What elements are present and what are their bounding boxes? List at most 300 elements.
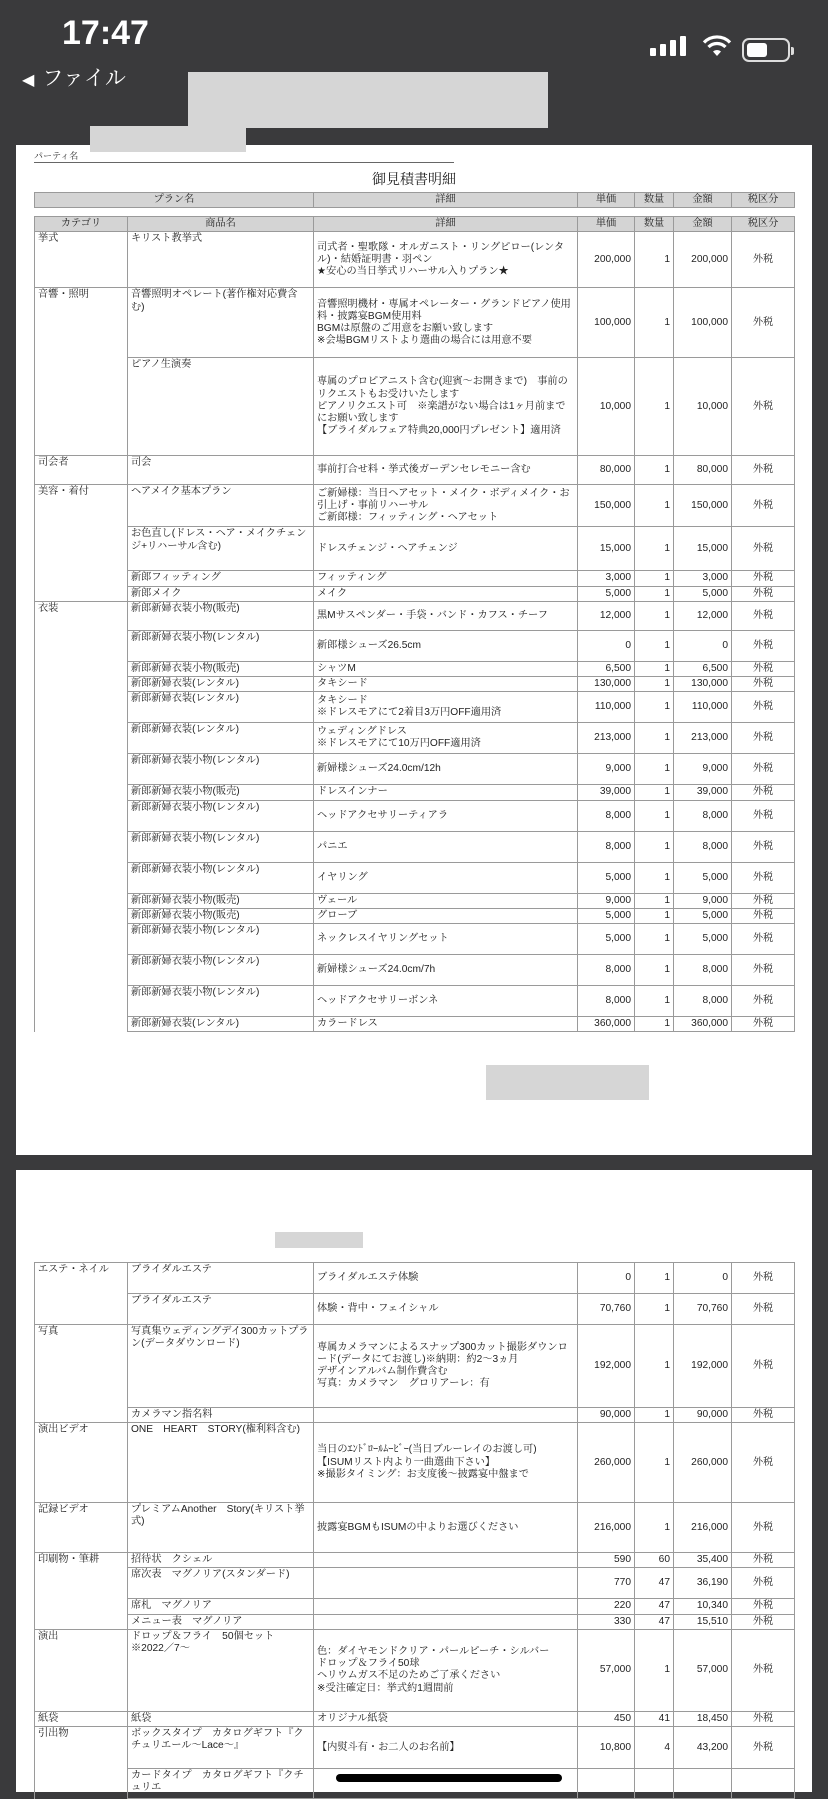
category-cell <box>35 527 128 571</box>
item-name-cell: メニュー表 マグノリア <box>128 1614 314 1629</box>
quantity-cell: 1 <box>635 831 674 862</box>
item-name-cell: 音響照明オペレート(著作権対応費含む) <box>128 288 314 358</box>
table-row <box>35 692 795 723</box>
category-cell <box>35 1294 128 1325</box>
quantity-cell: 1 <box>635 1325 674 1408</box>
detail-cell: 専属のプロピアニスト含む(迎賓～お開きまで) 事前のリクエストもお受けいたします ピアノリクエスト可 ※楽譜がない場合は1ヶ月前までにお願い致します 【ブライダルフェア特典20,000円プレゼント】適用済 <box>314 358 578 456</box>
detail-cell: 新婦様シューズ24.0cm/12h <box>314 754 578 785</box>
table-row <box>35 1325 795 1408</box>
detail-cell <box>314 1614 578 1629</box>
amount-cell: 5,000 <box>674 908 732 923</box>
amount-cell: 8,000 <box>674 800 732 831</box>
unit-price-cell: 110,000 <box>578 692 635 723</box>
tax-type-cell: 外税 <box>732 586 795 601</box>
detail-cell: ドレスインナー <box>314 785 578 800</box>
category-cell: 音響・照明 <box>35 288 128 358</box>
category-cell <box>35 924 128 955</box>
detail-cell: タキシード <box>314 677 578 692</box>
quantity-cell: 1 <box>635 986 674 1017</box>
unit-price-cell: 9,000 <box>578 754 635 785</box>
unit-price-cell: 70,760 <box>578 1294 635 1325</box>
column-header: 税区分 <box>732 193 795 208</box>
unit-price-cell: 8,000 <box>578 955 635 986</box>
column-header: 数量 <box>635 193 674 208</box>
quantity-cell: 1 <box>635 456 674 485</box>
quantity-cell: 1 <box>635 1263 674 1294</box>
amount-cell: 57,000 <box>674 1629 732 1711</box>
category-cell <box>35 358 128 456</box>
quantity-cell: 1 <box>635 661 674 676</box>
table-row <box>35 527 795 571</box>
document-page-2 <box>16 1170 812 1792</box>
quantity-cell: 47 <box>635 1599 674 1614</box>
category-cell: 記録ビデオ <box>35 1503 128 1553</box>
tax-type-cell: 外税 <box>732 1629 795 1711</box>
table-row <box>35 1568 795 1599</box>
quantity-cell: 1 <box>635 527 674 571</box>
table-row <box>35 924 795 955</box>
table-row <box>35 485 795 527</box>
quantity-cell: 1 <box>635 586 674 601</box>
unit-price-cell: 216,000 <box>578 1503 635 1553</box>
table-row <box>35 677 795 692</box>
unit-price-cell: 200,000 <box>578 232 635 288</box>
detail-cell: グローブ <box>314 908 578 923</box>
tax-type-cell: 外税 <box>732 800 795 831</box>
tax-type-cell: 外税 <box>732 754 795 785</box>
category-cell <box>35 1599 128 1614</box>
unit-price-cell: 100,000 <box>578 288 635 358</box>
amount-cell: 12,000 <box>674 601 732 630</box>
amount-cell: 9,000 <box>674 893 732 908</box>
quantity-cell: 1 <box>635 677 674 692</box>
tax-type-cell: 外税 <box>732 1263 795 1294</box>
quantity-cell: 1 <box>635 692 674 723</box>
unit-price-cell: 260,000 <box>578 1423 635 1503</box>
category-cell: 司会者 <box>35 456 128 485</box>
unit-price-cell: 39,000 <box>578 785 635 800</box>
item-header-row <box>35 217 795 232</box>
category-cell <box>35 1017 128 1032</box>
detail-cell: 司式者・聖歌隊・オルガニスト・リングピロー(レンタル)・結婚証明書・羽ペン ★安心の当日挙式リハーサル入りプラン★ <box>314 232 578 288</box>
category-cell <box>35 723 128 754</box>
tax-type-cell: 外税 <box>732 893 795 908</box>
tax-type-cell: 外税 <box>732 1408 795 1423</box>
category-cell <box>35 754 128 785</box>
tax-type-cell: 外税 <box>732 955 795 986</box>
tax-type-cell: 外税 <box>732 456 795 485</box>
item-name-cell: 新郎新婦衣装小物(販売) <box>128 893 314 908</box>
quantity-cell: 1 <box>635 924 674 955</box>
detail-cell: 黒Mサスペンダー・手袋・バンド・カフス・チーフ <box>314 601 578 630</box>
estimate-table-2 <box>34 1262 795 1799</box>
tax-type-cell: 外税 <box>732 571 795 586</box>
item-name-cell: 新郎フィッティング <box>128 571 314 586</box>
item-name-cell: 席札 マグノリア <box>128 1599 314 1614</box>
quantity-cell: 1 <box>635 1408 674 1423</box>
table-row <box>35 1553 795 1568</box>
unit-price-cell: 192,000 <box>578 1325 635 1408</box>
tax-type-cell: 外税 <box>732 1568 795 1599</box>
table-row <box>35 232 795 288</box>
quantity-cell: 1 <box>635 601 674 630</box>
amount-cell: 360,000 <box>674 1017 732 1032</box>
item-name-cell: カードタイプ カタログギフト『クチュリエ <box>128 1769 314 1799</box>
amount-cell: 0 <box>674 630 732 661</box>
table-row <box>35 754 795 785</box>
tax-type-cell: 外税 <box>732 527 795 571</box>
wifi-icon <box>702 34 732 58</box>
quantity-cell: 1 <box>635 893 674 908</box>
category-cell <box>35 986 128 1017</box>
item-name-cell: 新郎新婦衣装小物(レンタル) <box>128 831 314 862</box>
tax-type-cell: 外税 <box>732 661 795 676</box>
item-name-cell: 新郎新婦衣装(レンタル) <box>128 1017 314 1032</box>
home-indicator[interactable] <box>336 1774 562 1782</box>
category-cell <box>35 586 128 601</box>
detail-cell: ブライダルエステ体験 <box>314 1263 578 1294</box>
detail-cell: 新婦様シューズ24.0cm/7h <box>314 955 578 986</box>
item-name-cell: お色直し(ドレス・ヘア・メイクチェンジ+リハーサル含む) <box>128 527 314 571</box>
detail-cell <box>314 1599 578 1614</box>
amount-cell: 5,000 <box>674 862 732 893</box>
quantity-cell: 4 <box>635 1727 674 1769</box>
redaction-block <box>90 126 246 152</box>
item-name-cell: 新郎新婦衣装(レンタル) <box>128 723 314 754</box>
category-cell: 挙式 <box>35 232 128 288</box>
item-name-cell: 新郎新婦衣装小物(レンタル) <box>128 754 314 785</box>
table-row <box>35 1263 795 1294</box>
table-row <box>35 1294 795 1325</box>
detail-cell: カラードレス <box>314 1017 578 1032</box>
document-title: 御見積書明細 <box>372 172 456 188</box>
tax-type-cell: 外税 <box>732 677 795 692</box>
quantity-cell: 1 <box>635 358 674 456</box>
item-name-cell: キリスト教挙式 <box>128 232 314 288</box>
item-name-cell: 新郎新婦衣装小物(レンタル) <box>128 955 314 986</box>
amount-cell: 260,000 <box>674 1423 732 1503</box>
tax-type-cell: 外税 <box>732 630 795 661</box>
category-cell <box>35 630 128 661</box>
detail-cell <box>314 1568 578 1599</box>
item-name-cell: ヘアメイク基本プラン <box>128 485 314 527</box>
item-name-cell: 新郎新婦衣装小物(販売) <box>128 785 314 800</box>
unit-price-cell: 0 <box>578 1263 635 1294</box>
amount-cell: 100,000 <box>674 288 732 358</box>
amount-cell: 216,000 <box>674 1503 732 1553</box>
unit-price-cell: 57,000 <box>578 1629 635 1711</box>
quantity-cell: 1 <box>635 862 674 893</box>
quantity-cell: 1 <box>635 908 674 923</box>
back-label: ファイル <box>42 66 126 90</box>
table-row <box>35 571 795 586</box>
column-header: カテゴリ <box>35 217 128 232</box>
category-cell: 衣装 <box>35 601 128 630</box>
unit-price-cell: 213,000 <box>578 723 635 754</box>
amount-cell: 130,000 <box>674 677 732 692</box>
party-name-label: パーティ名 <box>34 149 454 163</box>
unit-price-cell: 12,000 <box>578 601 635 630</box>
item-name-cell: 招待状 クシェル <box>128 1553 314 1568</box>
detail-cell: ネックレスイヤリングセット <box>314 924 578 955</box>
detail-cell: ご新婦様：当日ヘアセット・メイク・ボディメイク・お引上げ・事前リハーサル ご新郎様：フィッティング・ヘアセット <box>314 485 578 527</box>
table-row <box>35 586 795 601</box>
tax-type-cell: 外税 <box>732 1325 795 1408</box>
category-cell <box>35 1408 128 1423</box>
detail-cell: 色：ダイヤモンドクリア・パールピーチ・シルバー ドロップ＆フライ50球 ヘリウムガス不足のためご了承ください ※受注確定日：挙式約1週間前 <box>314 1629 578 1711</box>
unit-price-cell: 5,000 <box>578 908 635 923</box>
tax-type-cell: 外税 <box>732 1017 795 1032</box>
table-row <box>35 908 795 923</box>
category-cell <box>35 1769 128 1799</box>
estimate-table-1 <box>34 192 795 1032</box>
amount-cell: 6,500 <box>674 661 732 676</box>
category-cell <box>35 800 128 831</box>
tax-type-cell: 外税 <box>732 601 795 630</box>
amount-cell: 43,200 <box>674 1727 732 1769</box>
amount-cell: 70,760 <box>674 1294 732 1325</box>
item-name-cell: ドロップ＆フライ 50個セット ※2022／7～ <box>128 1629 314 1711</box>
item-name-cell: 新郎新婦衣装小物(レンタル) <box>128 862 314 893</box>
item-name-cell: 新郎新婦衣装小物(レンタル) <box>128 630 314 661</box>
unit-price-cell: 450 <box>578 1711 635 1726</box>
item-name-cell: 新郎新婦衣装小物(販売) <box>128 661 314 676</box>
quantity-cell: 1 <box>635 1503 674 1553</box>
amount-cell: 35,400 <box>674 1553 732 1568</box>
tax-type-cell: 外税 <box>732 1727 795 1769</box>
clock: 17:47 <box>62 14 149 52</box>
column-header: 商品名 <box>128 217 314 232</box>
item-name-cell: 新郎新婦衣装小物(レンタル) <box>128 800 314 831</box>
quantity-cell: 1 <box>635 800 674 831</box>
item-name-cell: 新郎新婦衣装小物(レンタル) <box>128 986 314 1017</box>
unit-price-cell: 6,500 <box>578 661 635 676</box>
table-row <box>35 630 795 661</box>
quantity-cell: 1 <box>635 485 674 527</box>
amount-cell: 110,000 <box>674 692 732 723</box>
tax-type-cell: 外税 <box>732 986 795 1017</box>
amount-cell: 0 <box>674 1263 732 1294</box>
back-arrow-icon: ◀ <box>22 70 35 89</box>
detail-cell: フィッティング <box>314 571 578 586</box>
tax-type-cell: 外税 <box>732 785 795 800</box>
amount-cell: 5,000 <box>674 924 732 955</box>
detail-cell: 専属カメラマンによるスナップ300カット撮影ダウンロード(データにてお渡し)※納期：約2～3ヵ月 デザインアルバム制作費含む 写真：カメラマン グロリアーレ：有 <box>314 1325 578 1408</box>
category-cell: 演出 <box>35 1629 128 1711</box>
category-cell <box>35 571 128 586</box>
amount-cell: 5,000 <box>674 586 732 601</box>
tax-type-cell: 外税 <box>732 1614 795 1629</box>
tax-type-cell: 外税 <box>732 1423 795 1503</box>
item-name-cell: 席次表 マグノリア(スタンダード) <box>128 1568 314 1599</box>
category-cell: 演出ビデオ <box>35 1423 128 1503</box>
quantity-cell: 1 <box>635 232 674 288</box>
tax-type-cell: 外税 <box>732 692 795 723</box>
amount-cell: 39,000 <box>674 785 732 800</box>
unit-price-cell: 360,000 <box>578 1017 635 1032</box>
category-cell <box>35 908 128 923</box>
table-row <box>35 723 795 754</box>
table-row <box>35 456 795 485</box>
category-cell <box>35 785 128 800</box>
column-header: 税区分 <box>732 217 795 232</box>
table-row <box>35 1503 795 1553</box>
detail-cell: ドレスチェンジ・ヘアチェンジ <box>314 527 578 571</box>
category-cell <box>35 1568 128 1599</box>
quantity-cell: 1 <box>635 630 674 661</box>
item-name-cell: 新郎メイク <box>128 586 314 601</box>
detail-cell: 【内熨斗有・お二人のお名前】 <box>314 1727 578 1769</box>
table-row <box>35 1614 795 1629</box>
item-name-cell: カメラマン指名料 <box>128 1408 314 1423</box>
category-cell: エステ・ネイル <box>35 1263 128 1294</box>
tax-type-cell: 外税 <box>732 288 795 358</box>
detail-cell: 披露宴BGMもISUMの中よりお選びください <box>314 1503 578 1553</box>
redaction-block <box>275 1232 363 1248</box>
redaction-block <box>486 1065 649 1100</box>
item-name-cell: 新郎新婦衣装(レンタル) <box>128 677 314 692</box>
back-button[interactable] <box>22 62 126 92</box>
category-cell: 写真 <box>35 1325 128 1408</box>
cellular-signal-icon <box>650 36 686 56</box>
tax-type-cell: 外税 <box>732 232 795 288</box>
quantity-cell: 1 <box>635 785 674 800</box>
unit-price-cell: 5,000 <box>578 862 635 893</box>
item-name-cell: 新郎新婦衣装小物(販売) <box>128 601 314 630</box>
document-page-1 <box>16 145 812 1155</box>
amount-cell: 192,000 <box>674 1325 732 1408</box>
amount-cell <box>674 1769 732 1799</box>
table-row <box>35 288 795 358</box>
amount-cell: 10,000 <box>674 358 732 456</box>
category-cell: 印刷物・筆耕 <box>35 1553 128 1568</box>
quantity-cell: 47 <box>635 1614 674 1629</box>
table-row <box>35 831 795 862</box>
unit-price-cell: 150,000 <box>578 485 635 527</box>
detail-cell <box>314 1408 578 1423</box>
category-cell <box>35 1614 128 1629</box>
tax-type-cell: 外税 <box>732 485 795 527</box>
amount-cell: 18,450 <box>674 1711 732 1726</box>
table-row <box>35 986 795 1017</box>
category-cell <box>35 955 128 986</box>
detail-cell: ヘッドアクセサリーティアラ <box>314 800 578 831</box>
item-name-cell: プレミアムAnother Story(キリスト挙式) <box>128 1503 314 1553</box>
table-row <box>35 1017 795 1032</box>
unit-price-cell: 8,000 <box>578 831 635 862</box>
category-cell <box>35 893 128 908</box>
column-header: プラン名 <box>35 193 314 208</box>
amount-cell: 8,000 <box>674 955 732 986</box>
amount-cell: 150,000 <box>674 485 732 527</box>
unit-price-cell <box>578 1769 635 1799</box>
quantity-cell: 1 <box>635 288 674 358</box>
unit-price-cell: 770 <box>578 1568 635 1599</box>
item-name-cell: 紙袋 <box>128 1711 314 1726</box>
table-row <box>35 800 795 831</box>
quantity-cell: 1 <box>635 1423 674 1503</box>
quantity-cell: 47 <box>635 1568 674 1599</box>
unit-price-cell: 90,000 <box>578 1408 635 1423</box>
tax-type-cell: 外税 <box>732 358 795 456</box>
table-row <box>35 785 795 800</box>
unit-price-cell: 10,800 <box>578 1727 635 1769</box>
detail-cell: 体験・背中・フェイシャル <box>314 1294 578 1325</box>
item-name-cell: 司会 <box>128 456 314 485</box>
item-name-cell: ピアノ生演奏 <box>128 358 314 456</box>
table-row <box>35 862 795 893</box>
amount-cell: 90,000 <box>674 1408 732 1423</box>
quantity-cell: 1 <box>635 1294 674 1325</box>
item-name-cell: ボックスタイプ カタログギフト『クチュリエール～Lace～』 <box>128 1727 314 1769</box>
amount-cell: 36,190 <box>674 1568 732 1599</box>
unit-price-cell: 130,000 <box>578 677 635 692</box>
unit-price-cell: 8,000 <box>578 986 635 1017</box>
tax-type-cell: 外税 <box>732 1711 795 1726</box>
quantity-cell: 1 <box>635 1629 674 1711</box>
column-header: 金額 <box>674 217 732 232</box>
tax-type-cell: 外税 <box>732 1599 795 1614</box>
item-name-cell: 新郎新婦衣装(レンタル) <box>128 692 314 723</box>
category-cell: 引出物 <box>35 1727 128 1769</box>
unit-price-cell: 590 <box>578 1553 635 1568</box>
column-header: 金額 <box>674 193 732 208</box>
redaction-block <box>188 72 548 128</box>
tax-type-cell: 外税 <box>732 723 795 754</box>
column-header: 単価 <box>578 217 635 232</box>
quantity-cell <box>635 1769 674 1799</box>
unit-price-cell: 8,000 <box>578 800 635 831</box>
item-name-cell: ブライダルエステ <box>128 1263 314 1294</box>
category-cell <box>35 661 128 676</box>
detail-cell: パニエ <box>314 831 578 862</box>
unit-price-cell: 0 <box>578 630 635 661</box>
category-cell <box>35 831 128 862</box>
detail-cell: 新郎様シューズ26.5cm <box>314 630 578 661</box>
battery-icon <box>742 38 790 62</box>
amount-cell: 213,000 <box>674 723 732 754</box>
detail-cell: イヤリング <box>314 862 578 893</box>
amount-cell: 3,000 <box>674 571 732 586</box>
unit-price-cell: 5,000 <box>578 924 635 955</box>
tax-type-cell: 外税 <box>732 862 795 893</box>
quantity-cell: 1 <box>635 1017 674 1032</box>
unit-price-cell: 10,000 <box>578 358 635 456</box>
detail-cell: メイク <box>314 586 578 601</box>
table-row <box>35 893 795 908</box>
table-row <box>35 661 795 676</box>
table-row <box>35 358 795 456</box>
category-cell <box>35 677 128 692</box>
amount-cell: 8,000 <box>674 986 732 1017</box>
detail-cell: ヴェール <box>314 893 578 908</box>
table-row <box>35 1599 795 1614</box>
unit-price-cell: 330 <box>578 1614 635 1629</box>
column-header: 詳細 <box>314 193 578 208</box>
item-name-cell: ブライダルエステ <box>128 1294 314 1325</box>
tax-type-cell: 外税 <box>732 831 795 862</box>
quantity-cell: 60 <box>635 1553 674 1568</box>
detail-cell: 事前打合せ料・挙式後ガーデンセレモニー含む <box>314 456 578 485</box>
plan-header-row <box>35 193 795 208</box>
item-name-cell: 新郎新婦衣装小物(レンタル) <box>128 924 314 955</box>
detail-cell: 音響照明機材・専属オペレーター・グランドピアノ使用料・披露宴BGM使用料 BGMは原盤のご用意をお願い致します ※会場BGMリストより選曲の場合には用意不要 <box>314 288 578 358</box>
detail-cell: シャツM <box>314 661 578 676</box>
item-name-cell: ONE HEART STORY(権利料含む) <box>128 1423 314 1503</box>
amount-cell: 200,000 <box>674 232 732 288</box>
table-row <box>35 1727 795 1769</box>
column-header: 詳細 <box>314 217 578 232</box>
